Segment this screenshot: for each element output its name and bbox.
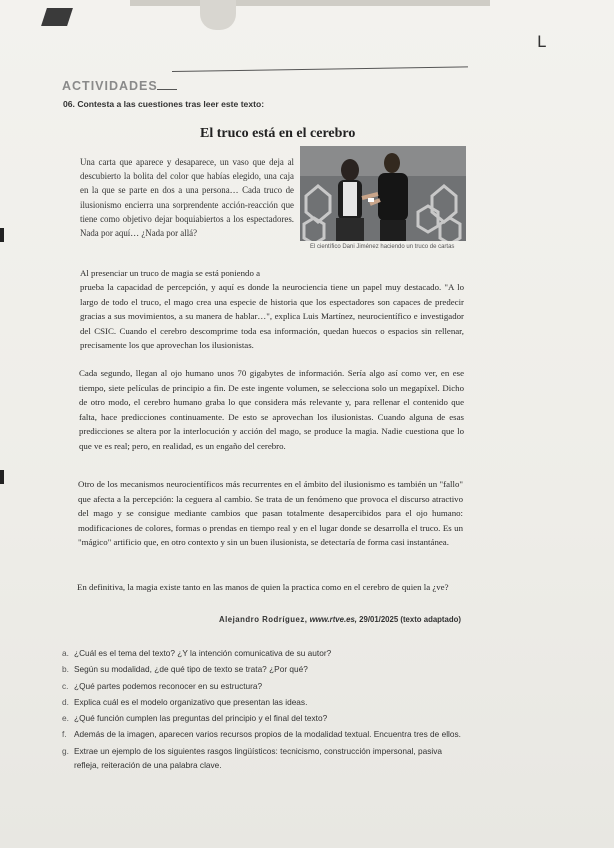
question-prompt: 06. Contesta a las cuestiones tras leer este texto: — [63, 99, 265, 109]
task-text: Explica cuál es el modelo organizativo que presentan las ideas. — [74, 696, 308, 707]
binder-mark — [0, 470, 4, 484]
page-top-shadow — [130, 0, 490, 6]
task-letter: d. — [62, 696, 69, 707]
paragraph-2: Cada segundo, llegan al ojo humano unos 70 gigabytes de información. Sería algo así como ver, en ese tiempo, siete películas de principio a fin. De este ingente volumen, se selecciona solo un megapíxel. Dicho de otro modo, el cerebro humano graba lo que considera más relevante y, para rellenar el contenido que falta, hace predicciones continuamente. De esto se aprovechan los ilusionistas. Cuando alguna de esas predicciones se altera por la interlocución y acción del mago, se produce la magia. Nadie cuestiona que lo que ve es real; pero, en realidad, es un engaño del cerebro. — [79, 368, 464, 451]
task-letter: e. — [62, 713, 69, 724]
task-letter: a. — [62, 648, 69, 658]
task-item — [62, 727, 462, 741]
article-intro: Una carta que aparece y desaparece, un vaso que deja al descubierto la bolita del color que habías elegido, una caja en la que se parte en dos a una persona… Cada truco de ilusionismo encierra una sorprendente acción-reacción que tiene como objetivo dejar boquiabiertos a los espectadores. Nada por aquí… ¿Nada por allá? — [80, 157, 294, 239]
article-title: El truco está en el cerebro — [200, 126, 356, 141]
header-rule — [172, 66, 468, 72]
task-text: ¿Cuál es el tema del texto? ¿Y la intención comunicativa de su autor? — [74, 648, 332, 658]
task-list — [62, 646, 462, 774]
task-item — [62, 744, 462, 772]
handwritten-mark: L — [537, 32, 546, 51]
source-author: Alejandro Rodríguez, — [219, 615, 308, 624]
task-letter: f. — [62, 729, 67, 740]
article-source — [219, 615, 461, 624]
task-text: Además de la imagen, aparecen varios recursos propios de la modalidad textual. Encuentra tres de ellos. — [74, 729, 461, 740]
task-text: Según su modalidad, ¿de qué tipo de texto se trata? ¿Por qué? — [74, 664, 308, 675]
task-letter: c. — [62, 680, 69, 691]
photo-caption: El científico Dani Jiménez haciendo un truco de cartas — [310, 244, 455, 250]
paragraph-3: Otro de los mecanismos neurocientíficos más recurrentes en el ámbito del ilusionismo es también un "fallo" que afecta a la percepción: la ceguera al cambio. Se trata de un fenómeno que provoca el discurso atractivo del mago y se consigue mediante cambios que pasan totalmente desapercibidos para el ojo humano: modificaciones de colores, formas o prendas en tiempo real y en el lugar donde se desarrolla el truco. Es un "mágico" artificio que, en otro contexto y sin un buen ilusionista, se detectaría de forma casi instantánea. — [78, 479, 463, 548]
magic-trick-photo — [300, 146, 466, 241]
task-letter: b. — [62, 664, 69, 675]
task-item — [62, 695, 462, 709]
task-text: ¿Qué función cumplen las preguntas del principio y el final del texto? — [74, 713, 328, 724]
header-rule — [157, 89, 177, 90]
task-letter: g. — [62, 745, 69, 756]
activities-title: ACTIVIDADES — [62, 79, 158, 93]
paragraph-lead: Al presenciar un truco de magia se está poniendo a — [80, 268, 261, 278]
binder-mark — [0, 228, 4, 242]
paragraph-1: prueba la capacidad de percepción, y aquí es donde la neurociencia tiene un papel muy destacado. "A lo largo de todo el truco, el mago crea una especie de historia que los espectadores son capaces de predecir gracias a sus movimientos, a su manera de hablar…", explica Luis Martínez, neurocientífico e investigador del CSIC. Cuando el cerebro descomprime toda esa información, quedan huecos o espacios sin rellenar, precisamente los que aprovechan los ilusionistas. — [80, 282, 464, 351]
task-text: Extrae un ejemplo de los siguientes rasgos lingüísticos: tecnicismo, construcción impersonal, pasiva refleja, reiteración de una palabra clave. — [74, 745, 443, 770]
activities-header — [62, 79, 470, 95]
task-item — [62, 679, 462, 693]
photo-illustration — [300, 146, 466, 241]
task-item — [62, 646, 462, 660]
paragraph-4: En definitiva, la magia existe tanto en las manos de quien la practica como en el cerebro de quien la ¿ve? — [77, 582, 449, 592]
source-date: 29/01/2025 (texto adaptado) — [359, 615, 461, 624]
task-item — [62, 662, 462, 676]
task-item — [62, 711, 462, 725]
task-text: ¿Qué partes podemos reconocer en su estructura? — [74, 680, 263, 691]
paper-fold — [200, 0, 236, 30]
source-website: www.rtve.es, — [309, 615, 357, 624]
corner-mark — [41, 8, 73, 26]
